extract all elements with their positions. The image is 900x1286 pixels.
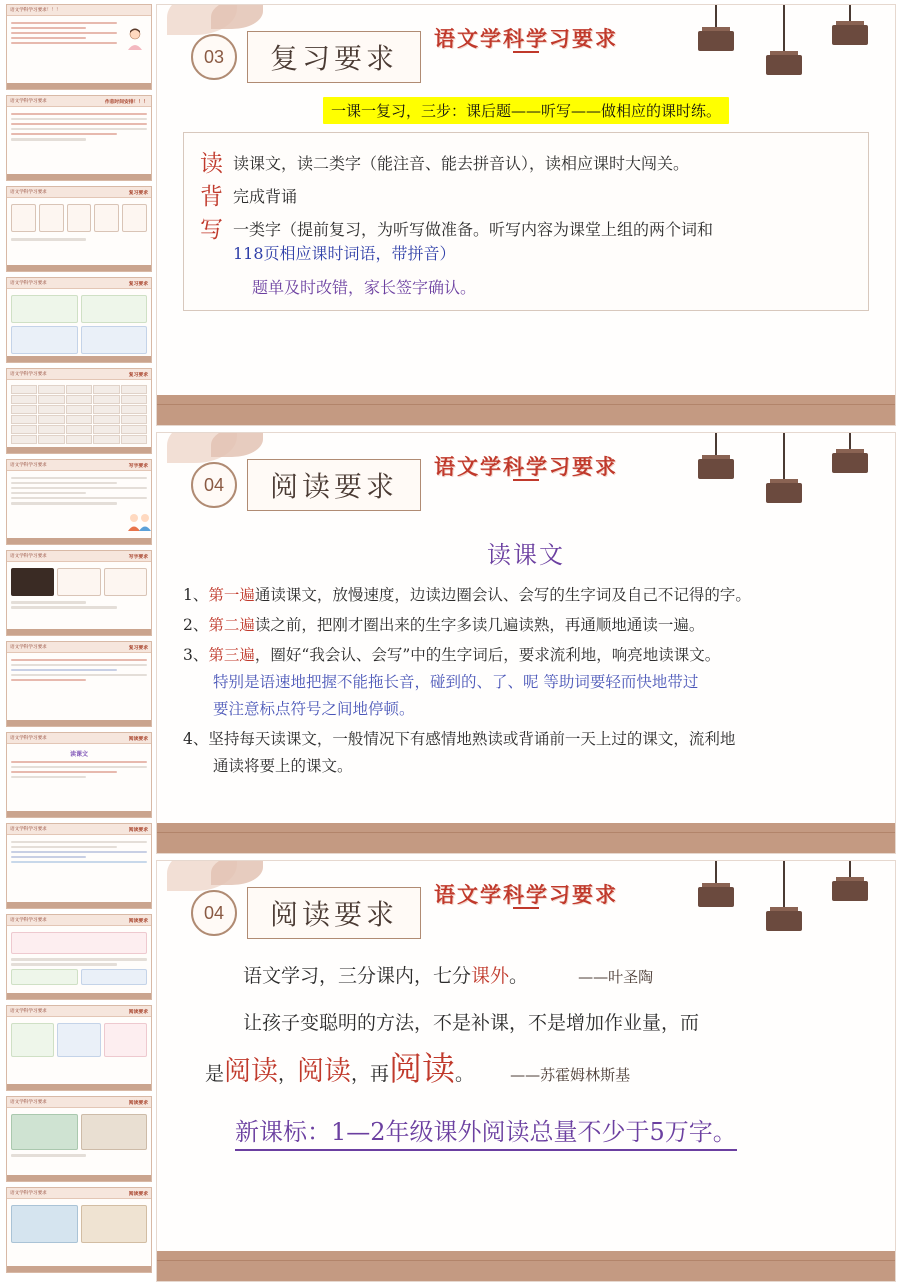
list-item <box>183 642 869 723</box>
thumb-title: 阅读要求 <box>128 827 148 833</box>
list-item <box>183 582 869 609</box>
slide-03-review-requirements[interactable] <box>156 4 896 426</box>
thumb-title: 复习要求 <box>128 645 148 651</box>
thumb-badge: 语文学科学习要求 <box>10 280 47 285</box>
thumb-header <box>7 733 151 744</box>
reading-steps-list <box>183 582 869 780</box>
leaf-decoration-icon <box>211 4 263 29</box>
thumb-title: 复习要求 <box>128 190 148 196</box>
slide-thumbnail[interactable] <box>6 1005 152 1091</box>
quote-block-1 <box>183 953 869 1000</box>
thumb-header <box>7 96 151 107</box>
thumb-header <box>7 915 151 926</box>
thumb-header <box>7 1006 151 1017</box>
thumb-subheading: 读课文 <box>69 752 88 758</box>
thumb-badge: 语文学科学习要求 <box>10 462 47 467</box>
review-footnote: 题单及时改错，家长签字确认。 <box>252 278 477 297</box>
thumb-body <box>7 471 151 510</box>
slide-thumbnail[interactable] <box>6 550 152 636</box>
slide-number: 04 <box>191 462 237 508</box>
slide-thumbnail[interactable] <box>6 823 152 909</box>
thumb-badge: 语文学科学习要求！！！ <box>10 7 61 12</box>
item-text: ，圈好“我会认、会写”中的生字词后，要求流利地，响亮地读课文。 <box>254 646 721 664</box>
row-text-wrap <box>233 218 713 266</box>
thumb-badge: 语文学科学习要求 <box>10 644 47 649</box>
thumb-body <box>7 1017 151 1060</box>
list-item <box>183 612 869 639</box>
slide-number: 04 <box>191 890 237 936</box>
slide-heading <box>191 31 421 83</box>
slide-content <box>157 97 895 391</box>
slide-thumbnail[interactable] <box>6 368 152 454</box>
slide-heading <box>191 459 421 511</box>
thumb-title: 写字要求 <box>128 463 148 469</box>
thumb-header <box>7 460 151 471</box>
quote-text-end: 。 <box>509 965 529 987</box>
slide-footer-bar <box>157 1251 895 1281</box>
students-illustration-icon <box>127 512 147 536</box>
quote-attribution: ——苏霍姆林斯基 <box>510 1066 631 1084</box>
lamp-decoration-icon <box>687 5 877 100</box>
thumb-header <box>7 5 151 16</box>
row-label: 背 <box>200 184 223 210</box>
thumb-badge: 语文学科学习要求 <box>10 1008 47 1013</box>
brand-underline <box>513 51 539 53</box>
row-label: 读 <box>200 151 223 177</box>
thumb-header <box>7 642 151 653</box>
thumb-body <box>7 1108 151 1162</box>
slide-preview-area <box>156 0 900 1286</box>
thumb-body <box>7 380 151 447</box>
brand-title: 语文学科学习要求 <box>434 26 618 51</box>
thumb-title: 复习要求 <box>128 281 148 287</box>
thumb-badge: 语文学科学习要求 <box>10 553 47 558</box>
thumb-body <box>7 1199 151 1246</box>
slide-thumbnail[interactable] <box>6 914 152 1000</box>
row-text: 完成背诵 <box>233 187 298 206</box>
slide-thumbnail[interactable] <box>6 186 152 272</box>
slide-number: 03 <box>191 34 237 80</box>
leaf-decoration-icon <box>211 432 263 457</box>
item-index: 3、 <box>183 646 209 664</box>
thumb-body <box>7 107 151 146</box>
item-text: 读之前，把刚才圈出来的生字多读几遍读熟，再通顺地通读一遍。 <box>254 616 705 634</box>
thumb-header <box>7 278 151 289</box>
row-text: 一类字（提前复习，为听写做准备。听写内容为课堂上组的两个词和 <box>233 220 714 239</box>
thumb-header <box>7 551 151 562</box>
item-index: 4、 <box>183 730 209 748</box>
row-label: 写 <box>200 217 223 243</box>
thumb-title: 阅读要求 <box>128 1009 148 1015</box>
thumb-title: 阅读要求 <box>128 1191 148 1197</box>
thumb-header <box>7 369 151 380</box>
new-standard-statement: 新课标：1—2年级课外阅读总量不少于5万字。 <box>235 1112 737 1151</box>
quote-emphasis: 阅读 <box>224 1056 279 1087</box>
slide-04-reading-requirements-a[interactable] <box>156 432 896 854</box>
thumb-badge: 语文学科学习要求 <box>10 189 47 194</box>
item-subtext: 特别是语速地把握不能拖长音，碰到的、了、呢 等助词要轻而快地带过 <box>213 673 699 691</box>
thumb-body <box>7 835 151 869</box>
thumb-title: 复习要求 <box>128 372 148 378</box>
brand-title: 语文学科学习要求 <box>434 454 618 479</box>
review-panel <box>183 132 869 311</box>
quote-line-1 <box>243 1000 869 1046</box>
slide-thumbnail[interactable] <box>6 4 152 90</box>
slide-thumbnail[interactable] <box>6 459 152 545</box>
thumb-badge: 语文学科学习要求 <box>10 735 47 740</box>
quote-text: 让孩子变聪明的方法，不是补课，不是增加作业量，而 <box>243 1012 700 1034</box>
leaf-decoration-icon <box>211 860 263 885</box>
slide-title: 阅读要求 <box>247 887 421 939</box>
quote-emphasis: 阅读 <box>297 1056 352 1087</box>
slide-thumbnail[interactable] <box>6 277 152 363</box>
review-row-read <box>200 152 852 176</box>
quote-attribution: ——叶圣陶 <box>578 968 654 986</box>
review-row-write <box>200 218 852 266</box>
thumb-badge: 语文学科学习要求 <box>10 917 47 922</box>
row-text: 读课文，读二类字（能注音、能去拼音认），读相应课时大闯关。 <box>233 154 690 173</box>
slide-thumbnail[interactable] <box>6 641 152 727</box>
slide-footer-bar <box>157 395 895 425</box>
lamp-decoration-icon <box>687 861 877 956</box>
brand-title: 语文学科学习要求 <box>434 882 618 907</box>
list-item <box>183 726 869 780</box>
thumb-body <box>7 562 151 614</box>
item-index: 1、 <box>183 586 209 604</box>
item-text: 通读课文，放慢速度，边读边圈会认、会写的生字词及自己不记得的字。 <box>254 586 751 604</box>
review-row-recite <box>200 185 852 209</box>
thumb-badge: 语文学科学习要求 <box>10 371 47 376</box>
slide-title: 复习要求 <box>247 31 421 83</box>
quote-text: ， <box>278 1063 298 1085</box>
item-emphasis: 第三遍 <box>208 646 255 664</box>
thumb-body <box>7 653 151 687</box>
slide-thumbnail[interactable] <box>6 95 152 181</box>
thumb-title: 阅读要求 <box>128 1100 148 1106</box>
quote-text: 是 <box>205 1063 225 1085</box>
quote-text: ，再 <box>351 1063 390 1085</box>
slide-content <box>157 953 895 1247</box>
item-emphasis: 第一遍 <box>208 586 255 604</box>
thumb-header <box>7 1188 151 1199</box>
item-subtext: 通读将要上的课文。 <box>213 757 353 775</box>
thumb-body <box>7 198 151 246</box>
thumb-header <box>7 824 151 835</box>
thumb-header <box>7 1097 151 1108</box>
slide-thumbnail[interactable] <box>6 1096 152 1182</box>
slide-thumbnail[interactable] <box>6 1187 152 1273</box>
thumb-body <box>7 926 151 988</box>
thumb-badge: 语文学科学习要求 <box>10 1190 47 1195</box>
quote-block-2 <box>183 1000 869 1098</box>
section-subheading: 读课文 <box>487 541 565 569</box>
slide-content <box>157 525 895 819</box>
thumb-body <box>7 289 151 357</box>
thumb-title: 作息时间安排！！！ <box>104 99 148 105</box>
brand-underline <box>513 479 539 481</box>
item-subtext: 要注意标点符号之间地停顿。 <box>213 700 415 718</box>
slide-thumbnail-rail[interactable] <box>0 0 156 1286</box>
slide-heading <box>191 887 421 939</box>
lamp-decoration-icon <box>687 433 877 528</box>
teacher-illustration-icon <box>125 27 145 51</box>
thumb-header <box>7 187 151 198</box>
thumb-title: 阅读要求 <box>128 918 148 924</box>
brand-underline <box>513 907 539 909</box>
highlight-banner: 一课一复习，三步：课后题——听写——做相应的课时练。 <box>323 97 729 124</box>
quote-emphasis: 课外 <box>471 965 510 987</box>
thumb-title: 写字要求 <box>128 554 148 560</box>
item-emphasis: 第二遍 <box>208 616 255 634</box>
slide-thumbnail[interactable] <box>6 732 152 818</box>
thumb-badge: 语文学科学习要求 <box>10 1099 47 1104</box>
item-text: 坚持每天读课文，一般情况下有感情地熟读或背诵前一天上过的课文，流利地 <box>208 730 736 748</box>
thumb-badge: 语文学科学习要求 <box>10 98 47 103</box>
slide-title: 阅读要求 <box>247 459 421 511</box>
thumb-title: 阅读要求 <box>128 736 148 742</box>
quote-line-2 <box>205 1046 869 1098</box>
slide-04-reading-requirements-b[interactable] <box>156 860 896 1282</box>
quote-text: 。 <box>455 1063 475 1085</box>
thumb-badge: 语文学科学习要求 <box>10 826 47 831</box>
item-index: 2、 <box>183 616 209 634</box>
slide-footer-bar <box>157 823 895 853</box>
row-text-secondary: 118页相应课时词语，带拼音） <box>233 244 456 263</box>
quote-emphasis: 阅读 <box>389 1049 456 1088</box>
thumb-body <box>7 744 151 784</box>
quote-text: 语文学习，三分课内，七分 <box>243 965 472 987</box>
